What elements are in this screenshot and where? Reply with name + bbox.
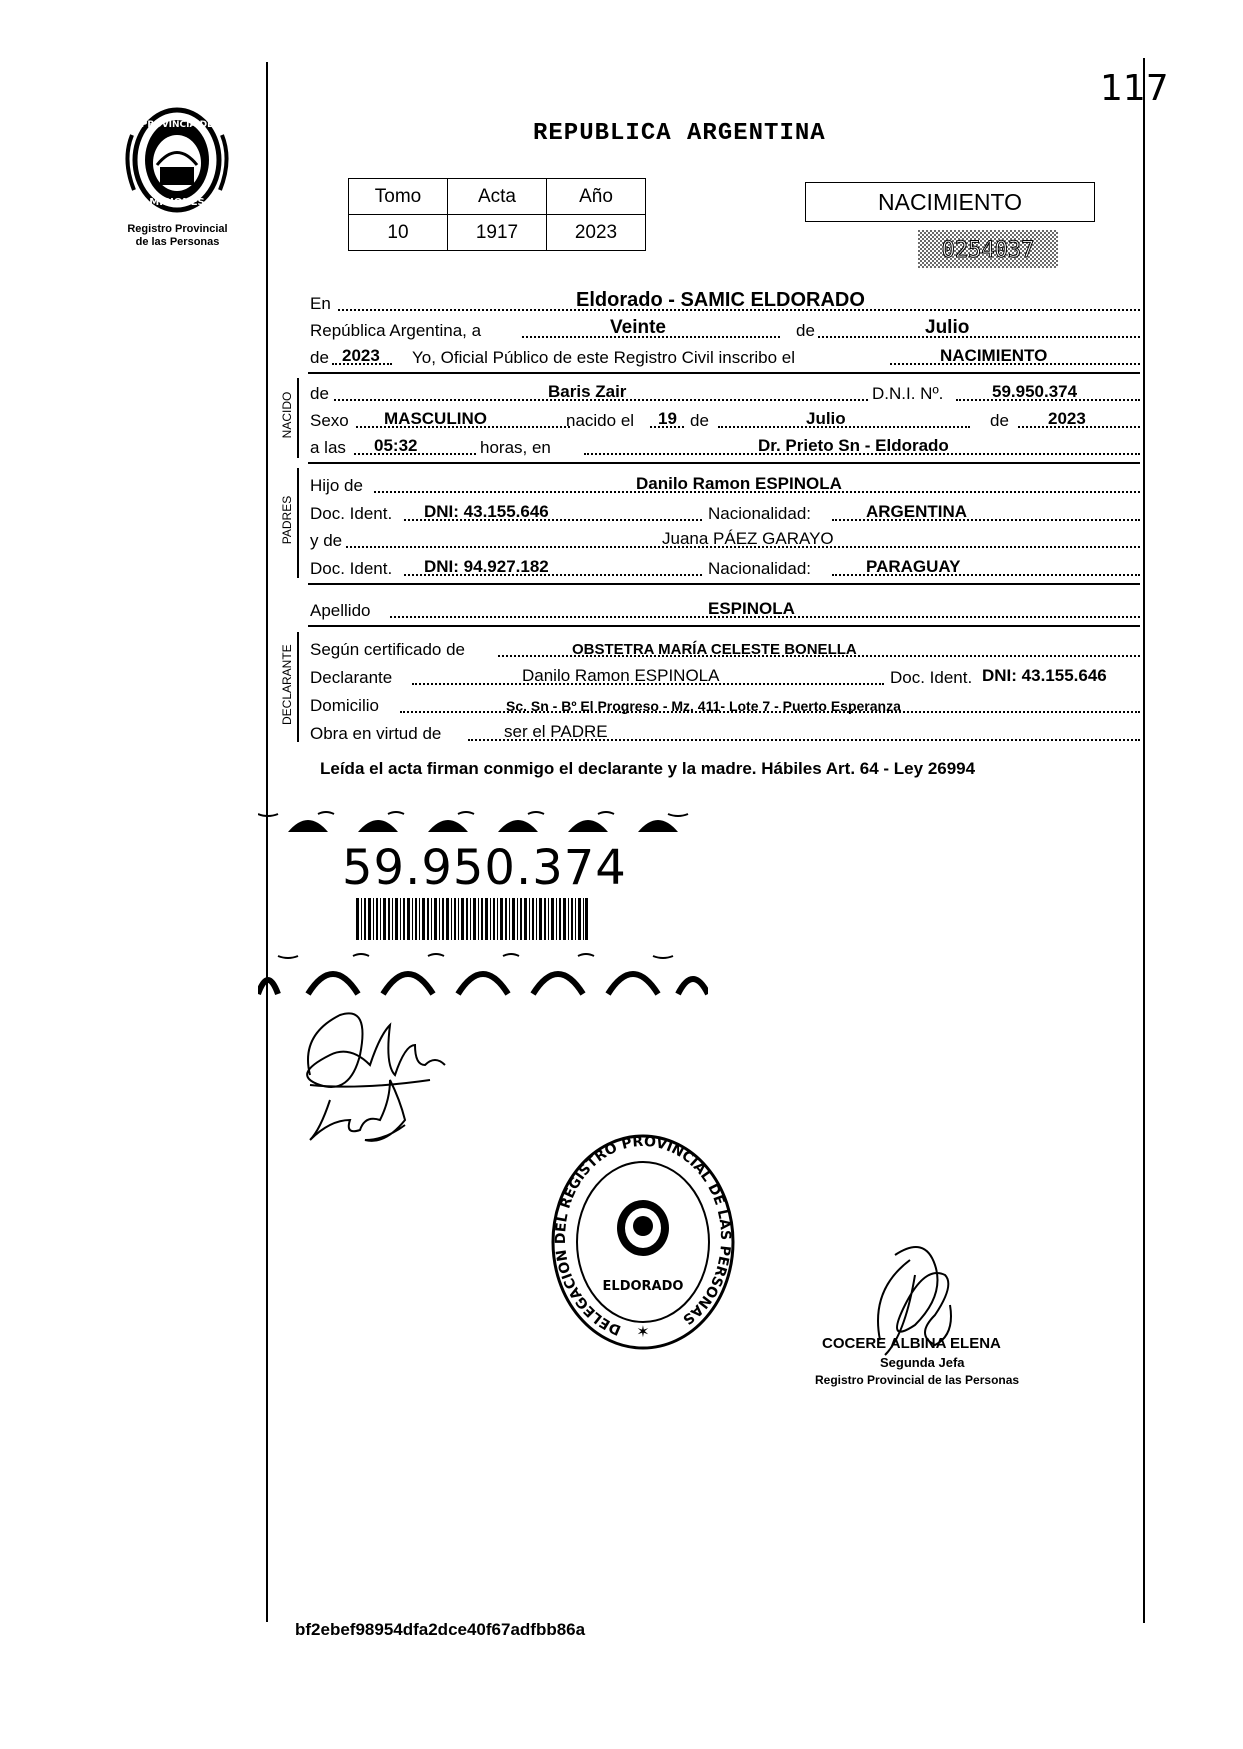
dni-label: D.N.I. Nº. — [872, 384, 944, 403]
svg-text:✶: ✶ — [636, 1322, 650, 1341]
document-hash: bf2ebef98954dfa2dce40f67adfbb86a — [295, 1620, 586, 1639]
value-anio: 2023 — [547, 215, 646, 251]
stamp-code-image — [918, 230, 1058, 268]
official-organization: Registro Provincial de las Personas — [815, 1373, 1020, 1387]
value-tomo: 10 — [349, 215, 448, 251]
nacido-dni: 59.950.374 — [992, 382, 1078, 401]
row-year — [310, 342, 1140, 370]
left-margin-line — [266, 62, 268, 1622]
nacido-name: Baris Zair — [548, 382, 627, 401]
obra-value: ser el PADRE — [504, 722, 608, 741]
row-mother — [310, 525, 1140, 553]
registry-table — [348, 178, 646, 251]
mother-nat: PARAGUAY — [866, 557, 961, 576]
row-cert — [310, 634, 1140, 662]
declarante-name: Danilo Ramon ESPINOLA — [522, 666, 720, 685]
seal-ring-text: DELEGACION DEL REGISTRO PROVINCIAL DE LAS PERSONAS — [553, 1133, 734, 1338]
row-father-doc — [310, 498, 1140, 526]
seal-bottom-text: MISIONES — [149, 197, 205, 208]
row-domicilio — [310, 690, 1140, 718]
domicilio-label: Domicilio — [310, 696, 379, 715]
date-day: Veinte — [610, 317, 666, 338]
obra-label: Obra en virtud de — [310, 724, 442, 743]
row-nacido-sex — [310, 405, 1140, 433]
place-value: Eldorado - SAMIC ELDORADO — [576, 289, 865, 311]
seal-top-text: PROVINCIA DE — [140, 120, 214, 130]
divider-top — [308, 372, 1140, 374]
sex-label: Sexo — [310, 411, 349, 430]
seal-inner-text: ELDORADO — [602, 1279, 684, 1294]
header-tomo: Tomo — [349, 179, 448, 215]
year-text: Yo, Oficial Público de este Registro Civil inscribo el — [412, 348, 795, 367]
born-de1: de — [690, 411, 709, 430]
official-seal-stamp — [548, 1130, 738, 1355]
document-type-box: NACIMIENTO — [805, 182, 1095, 222]
province-seal-logo — [122, 105, 232, 215]
date-label: República Argentina, a — [310, 321, 482, 340]
born-day: 19 — [658, 409, 677, 428]
place-label: En — [310, 294, 331, 313]
time-value: 05:32 — [374, 436, 418, 455]
row-obra — [310, 718, 1140, 746]
stamp-code-text: 0254037 — [941, 238, 1035, 263]
divider-apellido — [308, 625, 1140, 627]
security-band-bottom — [258, 950, 708, 996]
declarante-doc: DNI: 43.155.646 — [982, 666, 1107, 685]
official-name: COCERE ALBINA ELENA — [822, 1335, 1001, 1352]
mother-doc-label: Doc. Ident. — [310, 559, 393, 578]
divider-nacido — [308, 462, 1140, 464]
closing-text: Leída el acta firman conmigo el declarante y la madre. Hábiles Art. 64 - Ley 26994 — [320, 759, 976, 778]
declarante-label: Declarante — [310, 668, 393, 687]
padres-bracket — [297, 468, 299, 578]
nacido-section-label: NACIDO — [280, 391, 294, 439]
born-year: 2023 — [1048, 409, 1086, 428]
organization-label-line2: de las Personas — [135, 236, 220, 248]
father-nat-label: Nacionalidad: — [708, 504, 812, 523]
mother-label: y de — [310, 531, 343, 550]
row-place — [310, 288, 1140, 316]
father-name: Danilo Ramon ESPINOLA — [636, 474, 842, 493]
document-title: REPUBLICA ARGENTINA — [533, 120, 826, 147]
year-de-label: de — [310, 348, 329, 367]
born-de2: de — [990, 411, 1009, 430]
apellido-label: Apellido — [310, 601, 371, 620]
mother-nat-label: Nacionalidad: — [708, 559, 812, 578]
header-anio: Año — [547, 179, 646, 215]
row-nacido-time — [310, 432, 1140, 460]
row-date — [310, 315, 1140, 343]
date-month: Julio — [925, 317, 970, 338]
declarante-bracket — [297, 632, 299, 742]
page-number: 117 — [1100, 68, 1169, 109]
header-acta: Acta — [448, 179, 547, 215]
security-band-top — [258, 808, 708, 834]
father-nat: ARGENTINA — [866, 502, 968, 521]
row-nacido-name — [310, 378, 1140, 406]
registry-value-row — [349, 215, 646, 251]
year-value: 2023 — [342, 346, 380, 365]
declarante-section-label: DECLARANTE — [280, 644, 294, 725]
birthplace-value: Dr. Prieto Sn - Eldorado — [758, 436, 949, 455]
divider-padres — [308, 583, 1140, 585]
date-de-label: de — [796, 321, 815, 340]
barcode — [356, 898, 588, 940]
declarante-doc-label: Doc. Ident. — [890, 668, 973, 687]
official-role: Segunda Jefa — [880, 1355, 965, 1370]
act-type-value: NACIMIENTO — [940, 346, 1048, 365]
padres-section-label: PADRES — [280, 495, 294, 545]
organization-label — [95, 223, 260, 249]
father-label: Hijo de — [310, 476, 363, 495]
born-month: Julio — [806, 409, 846, 428]
row-father — [310, 470, 1140, 498]
nacido-de-label: de — [310, 384, 329, 403]
row-apellido — [310, 595, 1140, 623]
father-doc: DNI: 43.155.646 — [424, 502, 549, 521]
father-doc-label: Doc. Ident. — [310, 504, 393, 523]
declarant-signature — [290, 1005, 460, 1155]
registry-header-row — [349, 179, 646, 215]
time-hours-label: horas, en — [480, 438, 551, 457]
apellido-value: ESPINOLA — [708, 599, 795, 618]
row-mother-doc — [310, 553, 1140, 581]
cert-value: OBSTETRA MARÍA CELESTE BONELLA — [572, 641, 857, 658]
time-label: a las — [310, 438, 346, 457]
sex-value: MASCULINO — [384, 409, 487, 428]
mother-name: Juana PÁEZ GARAYO — [662, 529, 834, 548]
id-number: 59.950.374 — [342, 840, 627, 896]
mother-doc: DNI: 94.927.182 — [424, 557, 549, 576]
row-declarante — [310, 662, 1140, 690]
born-label: nacido el — [566, 411, 635, 430]
organization-label-line1: Registro Provincial — [127, 223, 228, 235]
domicilio-value: Sc. Sn - Bº El Progreso - Mz. 411- Lote 7 - Puerto Esperanza — [506, 698, 901, 714]
cert-label: Según certificado de — [310, 640, 465, 659]
nacido-bracket — [297, 378, 299, 458]
right-margin-line — [1143, 58, 1145, 1623]
value-acta: 1917 — [448, 215, 547, 251]
